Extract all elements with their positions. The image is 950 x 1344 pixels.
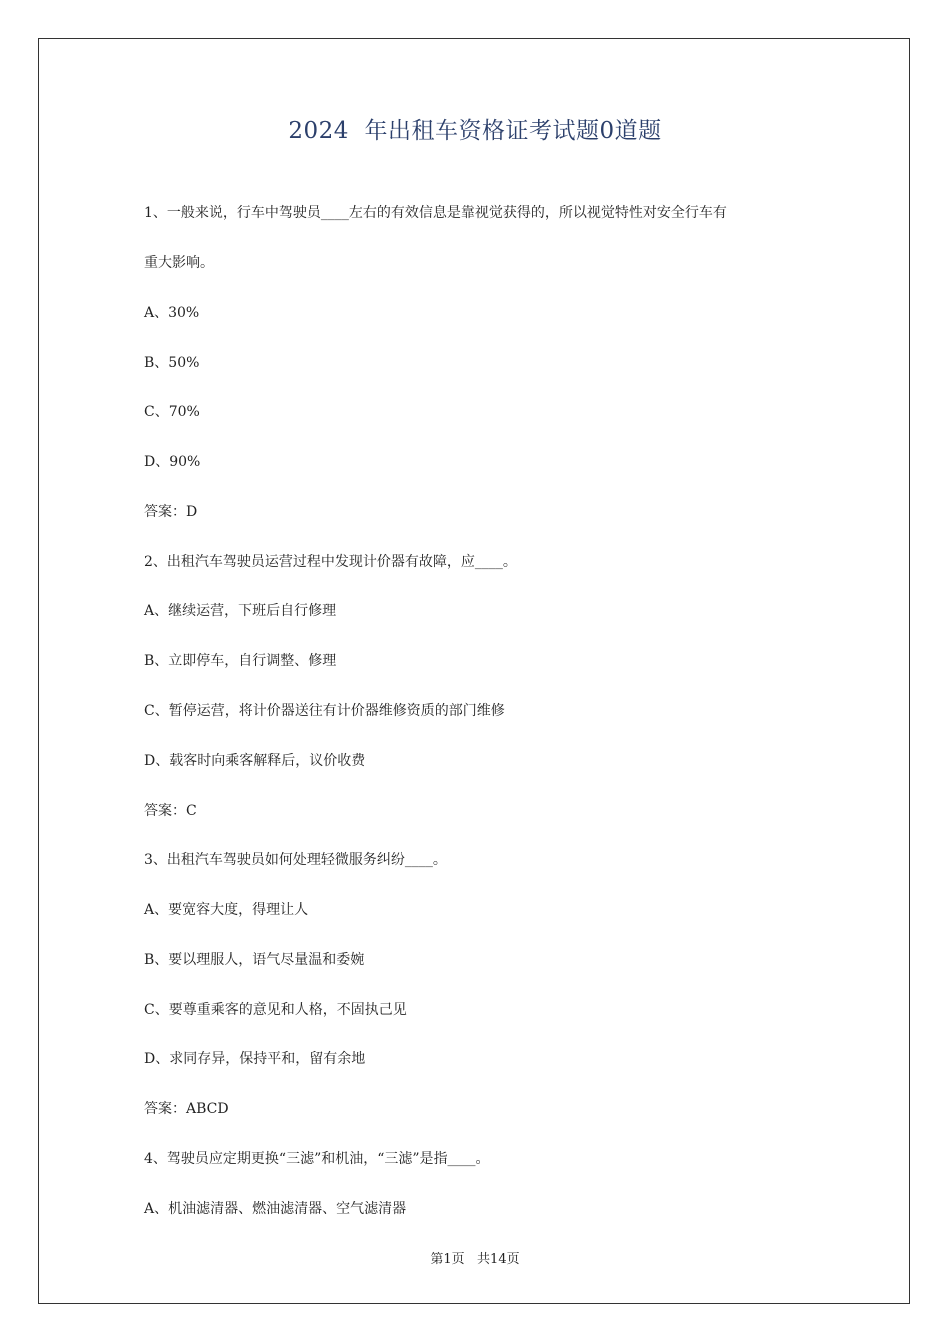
question-1-text: 1、一般来说，行车中驾驶员____左右的有效信息是靠视觉获得的，所以视觉特性对安全行车有 bbox=[144, 205, 727, 221]
question-3-text: 3、出租汽车驾驶员如何处理轻微服务纠纷____。 bbox=[144, 852, 447, 868]
question-2-answer: 答案：C bbox=[144, 803, 197, 819]
question-3-option-b: B、要以理服人，语气尽量温和委婉 bbox=[144, 952, 365, 968]
question-1-answer: 答案：D bbox=[144, 504, 198, 520]
question-1-text-cont: 重大影响。 bbox=[144, 255, 214, 271]
question-2-option-d: D、载客时向乘客解释后，议价收费 bbox=[144, 753, 366, 769]
question-1-option-a: A、30% bbox=[144, 305, 200, 321]
question-1-option-b: B、50% bbox=[144, 355, 200, 371]
question-2-option-c: C、暂停运营，将计价器送往有计价器维修资质的部门维修 bbox=[144, 703, 505, 719]
question-4-option-a: A、机油滤清器、燃油滤清器、空气滤清器 bbox=[144, 1201, 407, 1217]
question-2-option-a: A、继续运营，下班后自行修理 bbox=[144, 603, 337, 619]
question-3-answer: 答案：ABCD bbox=[144, 1101, 229, 1117]
question-2-option-b: B、立即停车，自行调整、修理 bbox=[144, 653, 337, 669]
question-4-text: 4、驾驶员应定期更换“三滤”和机油，“三滤”是指____。 bbox=[144, 1151, 490, 1167]
question-3-option-d: D、求同存异，保持平和，留有余地 bbox=[144, 1051, 366, 1067]
document-title: 2024 年出租车资格证考试题0道题 bbox=[288, 118, 662, 144]
page-footer: 第1页 共14页 bbox=[430, 1252, 520, 1267]
question-1-option-d: D、90% bbox=[144, 454, 201, 470]
question-1-option-c: C、70% bbox=[144, 404, 200, 420]
question-3-option-c: C、要尊重乘客的意见和人格，不固执己见 bbox=[144, 1002, 407, 1018]
question-2-text: 2、出租汽车驾驶员运营过程中发现计价器有故障，应____。 bbox=[144, 554, 517, 570]
question-3-option-a: A、要宽容大度，得理让人 bbox=[144, 902, 309, 918]
